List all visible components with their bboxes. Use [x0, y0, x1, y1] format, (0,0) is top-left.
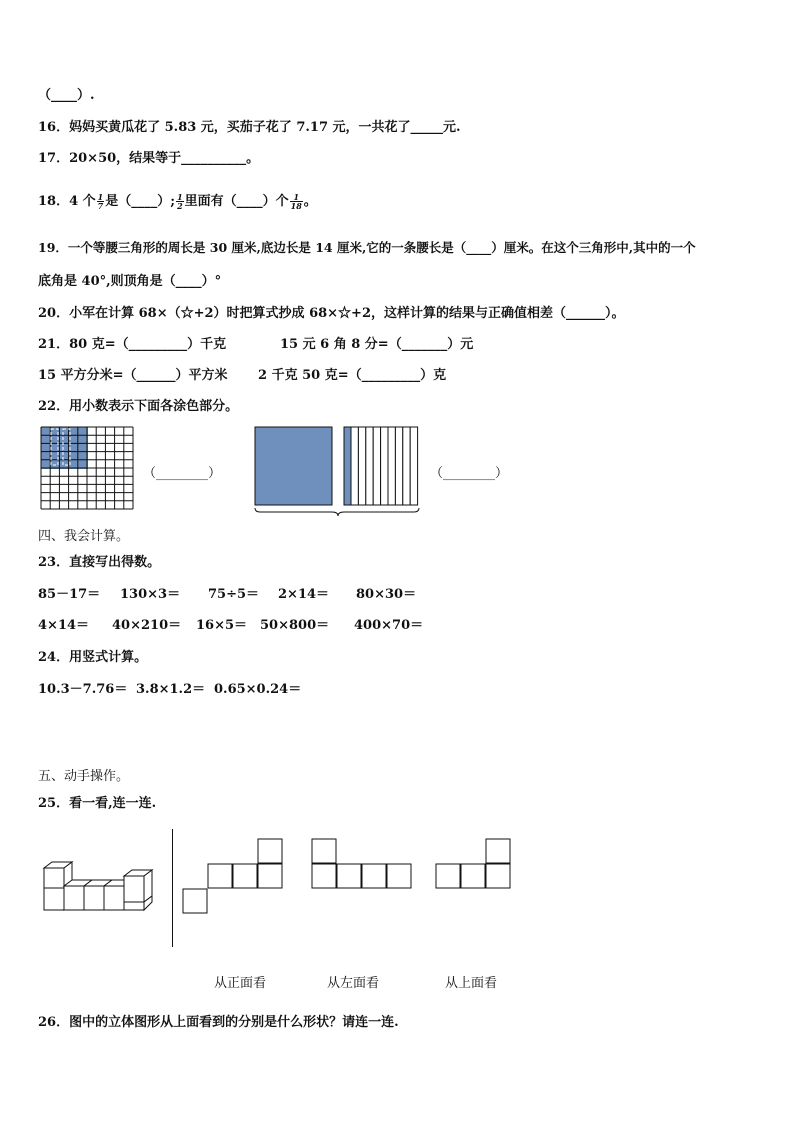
- calc-item: 80×30＝: [356, 587, 417, 602]
- view-option-3[interactable]: [435, 838, 515, 892]
- calc-item: 4×14＝: [38, 618, 90, 633]
- calc-item: 400×70＝: [354, 618, 424, 633]
- calc-item: 40×210＝: [112, 618, 182, 633]
- vertical-divider: [172, 829, 173, 947]
- section-5-heading: 五、动手操作。: [38, 769, 130, 784]
- unshaded-strip: [410, 427, 417, 505]
- calc-row-3: [38, 678, 738, 698]
- fraction-1-2: $\frac{1}{2}$: [177, 192, 183, 211]
- unshaded-strip: [381, 427, 388, 505]
- question-21-c: 15 平方分米=（______）平方米: [38, 368, 228, 383]
- question-21-d: 2 千克 50 克=（_________）克: [258, 368, 447, 383]
- calc-item: 85－17＝: [38, 587, 101, 602]
- question-24: 24．用竖式计算。: [38, 650, 148, 665]
- question-19-line1: 19．一个等腰三角形的周长是 30 厘米,底边长是 14 厘米,它的一条腰长是（____）厘米。在这个三角形中,其中的一个: [38, 240, 696, 255]
- shaded-strip: [344, 427, 351, 505]
- question-22: 22．用小数表示下面各涂色部分。: [38, 399, 239, 414]
- unshaded-strip: [351, 427, 358, 505]
- q15-tail: （____）.: [38, 88, 95, 103]
- label-left-view[interactable]: 从左面看: [327, 976, 380, 991]
- square-strips-figure: [254, 424, 422, 516]
- unshaded-strip: [366, 427, 373, 505]
- calc-item: 2×14＝: [278, 587, 330, 602]
- calc-item: 50×800＝: [260, 618, 330, 633]
- question-21-b: 15 元 6 角 8 分=（_______）元: [280, 337, 474, 352]
- unshaded-strip: [403, 427, 410, 505]
- q22-blank-2[interactable]: （________）: [430, 466, 509, 481]
- unshaded-strip: [388, 427, 395, 505]
- unshaded-strip: [358, 427, 365, 505]
- label-top-view[interactable]: 从上面看: [445, 976, 498, 991]
- label-front-view[interactable]: 从正面看: [214, 976, 267, 991]
- view-option-2[interactable]: [311, 838, 415, 892]
- question-23: 23．直接写出得数。: [38, 555, 161, 570]
- view-option-1[interactable]: [182, 838, 286, 918]
- unshaded-strip: [395, 427, 402, 505]
- calc-item: 130×3＝: [120, 587, 181, 602]
- question-16: 16．妈妈买黄瓜花了 5.83 元，买茄子花了 7.17 元，一共花了_____元.: [38, 120, 461, 135]
- calc-row-2: [38, 614, 738, 634]
- fraction-1-18: $\frac{1}{18}$: [290, 192, 302, 211]
- calc-item: 75÷5＝: [208, 587, 260, 602]
- fraction-1-7: $\frac{1}{7}$: [97, 192, 104, 211]
- question-18: [38, 190, 317, 210]
- question-17: 17．20×50，结果等于__________。: [38, 151, 260, 166]
- q22-blank-1[interactable]: （________）: [143, 466, 222, 481]
- q18-mid2: 里面有（____）个: [184, 194, 289, 209]
- question-19-line2: 底角是 40°,则顶角是（____）°: [38, 274, 222, 289]
- question-25: 25．看一看,连一连.: [38, 796, 157, 811]
- q18-prefix: 18．4 个: [38, 194, 96, 209]
- calc-item: 16×5＝: [196, 618, 248, 633]
- shaded-square: [255, 427, 332, 505]
- calc-item: 10.3－7.76＝: [38, 682, 128, 697]
- calc-item: 3.8×1.2＝: [136, 682, 206, 697]
- cube-solid-figure: [40, 858, 160, 914]
- grid-figure: [39, 425, 135, 511]
- question-21-a: 21．80 克=（_________）千克: [38, 337, 227, 352]
- calc-row-1: [38, 583, 738, 603]
- brace: [255, 508, 419, 516]
- unshaded-strip: [373, 427, 380, 505]
- shaded-region: [41, 427, 88, 469]
- question-20: 20．小军在计算 68×（☆+2）时把算式抄成 68×☆+2，这样计算的结果与正确值相差（______）。: [38, 306, 625, 321]
- section-4-heading: 四、我会计算。: [38, 529, 130, 544]
- question-26: 26．图中的立体图形从上面看到的分别是什么形状？请连一连.: [38, 1015, 399, 1030]
- q18-suffix: 。: [303, 194, 317, 209]
- calc-item: 0.65×0.24＝: [214, 682, 302, 697]
- q18-mid1: 是（____）;: [105, 194, 176, 209]
